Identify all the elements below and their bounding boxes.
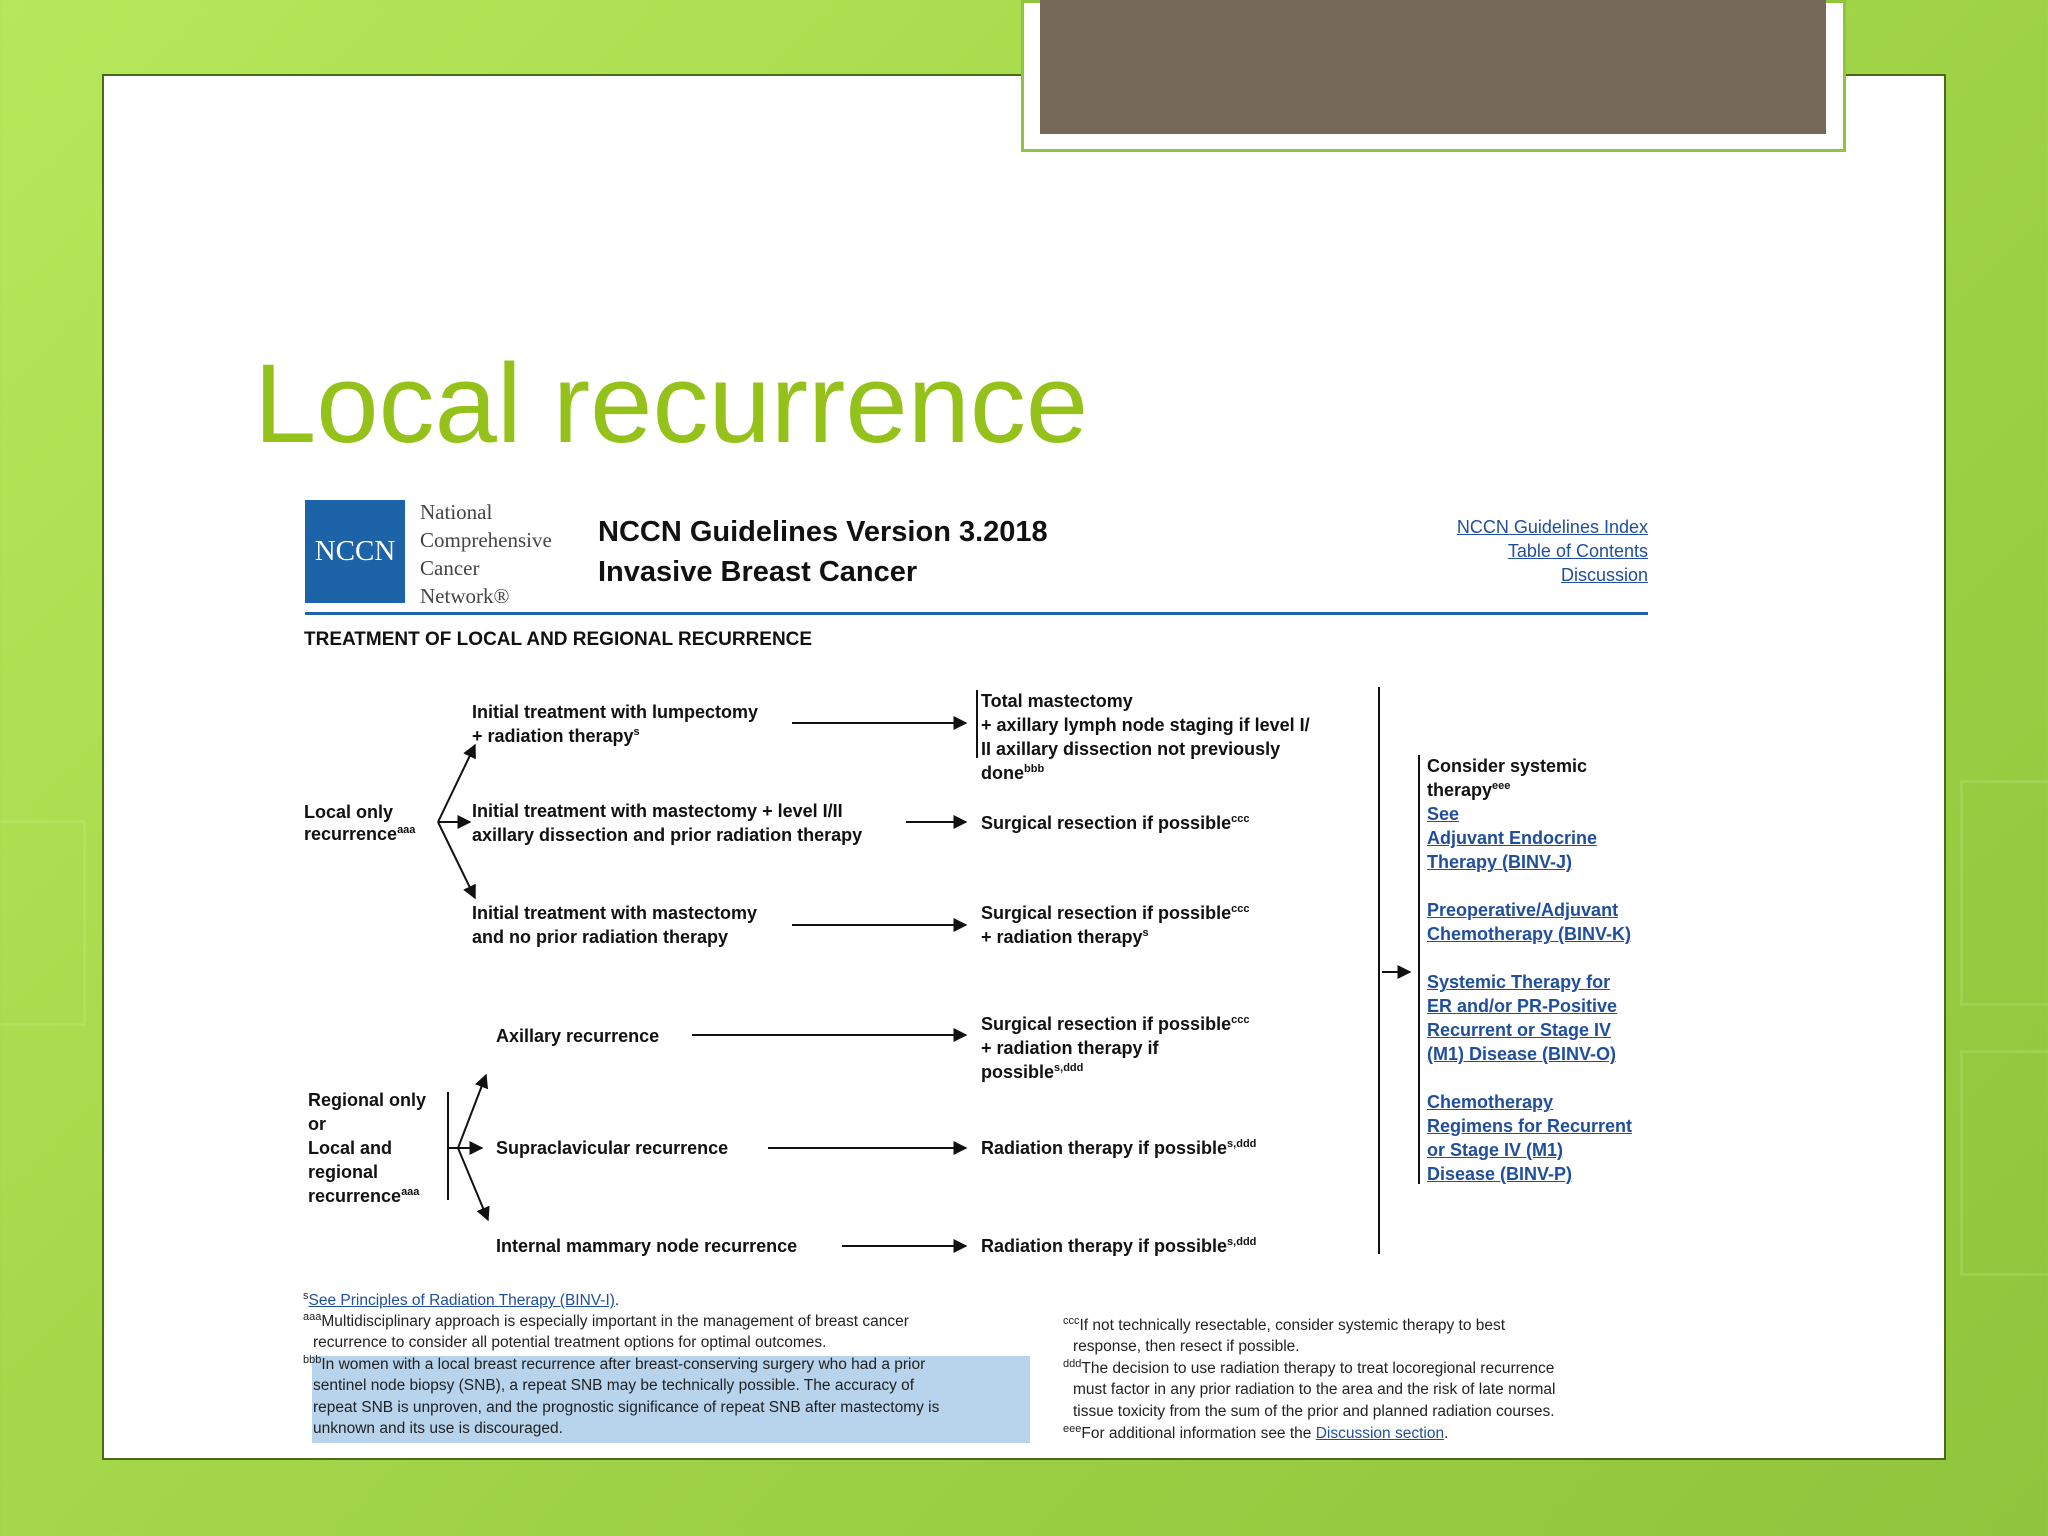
preoperative-chemo-link[interactable]: Chemotherapy (BINV-K) [1427,924,1632,944]
footnote-eee: $^{eee}$For additional information see the Discussion section. [1063,1422,1449,1442]
systemic-therapy-label: Consider systemic [1427,756,1588,776]
discussion-link[interactable]: Discussion [1560,565,1648,585]
regional-label: recurrence$^{aaa}$ [308,1186,420,1206]
regional-label: or [308,1114,326,1134]
footnote-s: $^s$See Principles of Radiation Therapy (BINV-I). [303,1289,620,1309]
internal-mammary-item: Internal mammary node recurrence [496,1236,798,1256]
footnote-bbb: sentinel node biopsy (SNB), a repeat SNB may be technically possible. The accuracy of [313,1377,915,1394]
org-name-line: National [420,500,493,524]
footnote-bbb: unknown and its use is discouraged. [313,1420,563,1437]
outcome-total-mastectomy: + axillary lymph node staging if level I/ [981,715,1310,735]
regional-label: Regional only [308,1090,427,1110]
outcome-surgical-resection: Surgical resection if possible$^{ccc}$ [981,813,1250,833]
adjuvant-endocrine-link[interactable]: Adjuvant Endocrine [1427,828,1598,848]
supraclavicular-recurrence-item: Supraclavicular recurrence [496,1138,729,1158]
slide-title: Local recurrence [254,341,1089,466]
systemic-therapy-er-pr-link[interactable]: ER and/or PR-Positive [1427,996,1618,1016]
outcome-axillary: possible$^{s,ddd}$ [981,1062,1084,1082]
chemo-regimens-link[interactable]: or Stage IV (M1) [1427,1140,1564,1160]
org-name-line: Network® [420,584,510,608]
outcome-axillary: + radiation therapy if [981,1038,1159,1058]
footnote-ccc: response, then resect if possible. [1073,1338,1300,1355]
footnote-aaa: $^{aaa}$Multidisciplinary approach is especially important in the management of breast cancer [303,1310,909,1330]
section-title: TREATMENT OF LOCAL AND REGIONAL RECURRENCE [304,629,813,650]
lumpectomy-item: Initial treatment with lumpectomy [472,702,759,722]
mastectomy-no-rt-item: and no prior radiation therapy [472,927,729,947]
table-of-contents-link[interactable]: Table of Contents [1507,541,1648,561]
guidelines-index-link[interactable]: NCCN Guidelines Index [1456,517,1648,537]
mastectomy-no-rt-item: Initial treatment with mastectomy [472,903,758,923]
footnote-aaa: recurrence to consider all potential treatment options for optimal outcomes. [313,1334,827,1351]
footnote-ccc: $^{ccc}$If not technically resectable, consider systemic therapy to best [1063,1314,1506,1334]
footnote-ddd: tissue toxicity from the sum of the prior and planned radiation courses. [1073,1403,1555,1420]
footnote-ddd: must factor in any prior radiation to the area and the risk of late normal [1073,1381,1556,1398]
axillary-recurrence-item: Axillary recurrence [496,1026,660,1046]
systemic-therapy-er-pr-link[interactable]: Recurrent or Stage IV [1427,1020,1612,1040]
discussion-section-link[interactable]: Discussion section [1315,1425,1445,1442]
outcome-resection-rt: Surgical resection if possible$^{ccc}$ [981,903,1250,923]
guideline-subtitle: Invasive Breast Cancer [598,556,918,588]
preoperative-chemo-link[interactable]: Preoperative/Adjuvant [1427,900,1619,920]
chemo-regimens-link[interactable]: Disease (BINV-P) [1427,1164,1573,1184]
systemic-therapy-er-pr-link[interactable]: Systemic Therapy for [1427,972,1611,992]
mastectomy-prior-rt-item: axillary dissection and prior radiation therapy [472,825,863,845]
lumpectomy-item: + radiation therapy$^s$ [472,726,640,746]
chemo-regimens-link[interactable]: Regimens for Recurrent [1427,1116,1633,1136]
mastectomy-prior-rt-item: Initial treatment with mastectomy + level I/II [472,801,843,821]
nccn-logo: NCCN [305,500,405,603]
regional-label: regional [308,1162,379,1182]
outcome-supraclavicular: Radiation therapy if possible$^{s,ddd}$ [981,1138,1257,1158]
chemo-regimens-link[interactable]: Chemotherapy [1427,1092,1554,1112]
systemic-therapy-er-pr-link[interactable]: (M1) Disease (BINV-O) [1427,1044,1617,1064]
local-only-label: Local only [304,802,394,822]
local-only-label: recurrence$^{aaa}$ [304,824,416,844]
see-link[interactable]: See [1427,804,1460,824]
footnote-bbb: repeat SNB is unproven, and the prognostic significance of repeat SNB after mastectomy is [313,1399,940,1416]
footnote-bbb: $^{bbb}$In women with a local breast recurrence after breast-conserving surgery who had a prior [303,1353,926,1373]
outcome-axillary: Surgical resection if possible$^{ccc}$ [981,1014,1250,1034]
outcome-internal-mammary: Radiation therapy if possible$^{s,ddd}$ [981,1236,1257,1256]
outcome-total-mastectomy: II axillary dissection not previously [981,739,1281,759]
outcome-total-mastectomy: Total mastectomy [981,691,1133,711]
org-name-line: Cancer [420,556,480,580]
systemic-therapy-label: therapy$^{eee}$ [1427,780,1511,800]
adjuvant-endocrine-link[interactable]: Therapy (BINV-J) [1427,852,1573,872]
outcome-total-mastectomy: done$^{bbb}$ [981,763,1045,783]
outcome-resection-rt: + radiation therapy$^s$ [981,927,1149,947]
radiation-principles-link[interactable]: See Principles of Radiation Therapy (BINV-I) [308,1292,615,1309]
regional-label: Local and [308,1138,393,1158]
guideline-version-title: NCCN Guidelines Version 3.2018 [598,516,1048,548]
org-name-line: Comprehensive [420,528,552,552]
footnote-ddd: $^{ddd}$The decision to use radiation therapy to treat locoregional recurrence [1063,1357,1555,1377]
